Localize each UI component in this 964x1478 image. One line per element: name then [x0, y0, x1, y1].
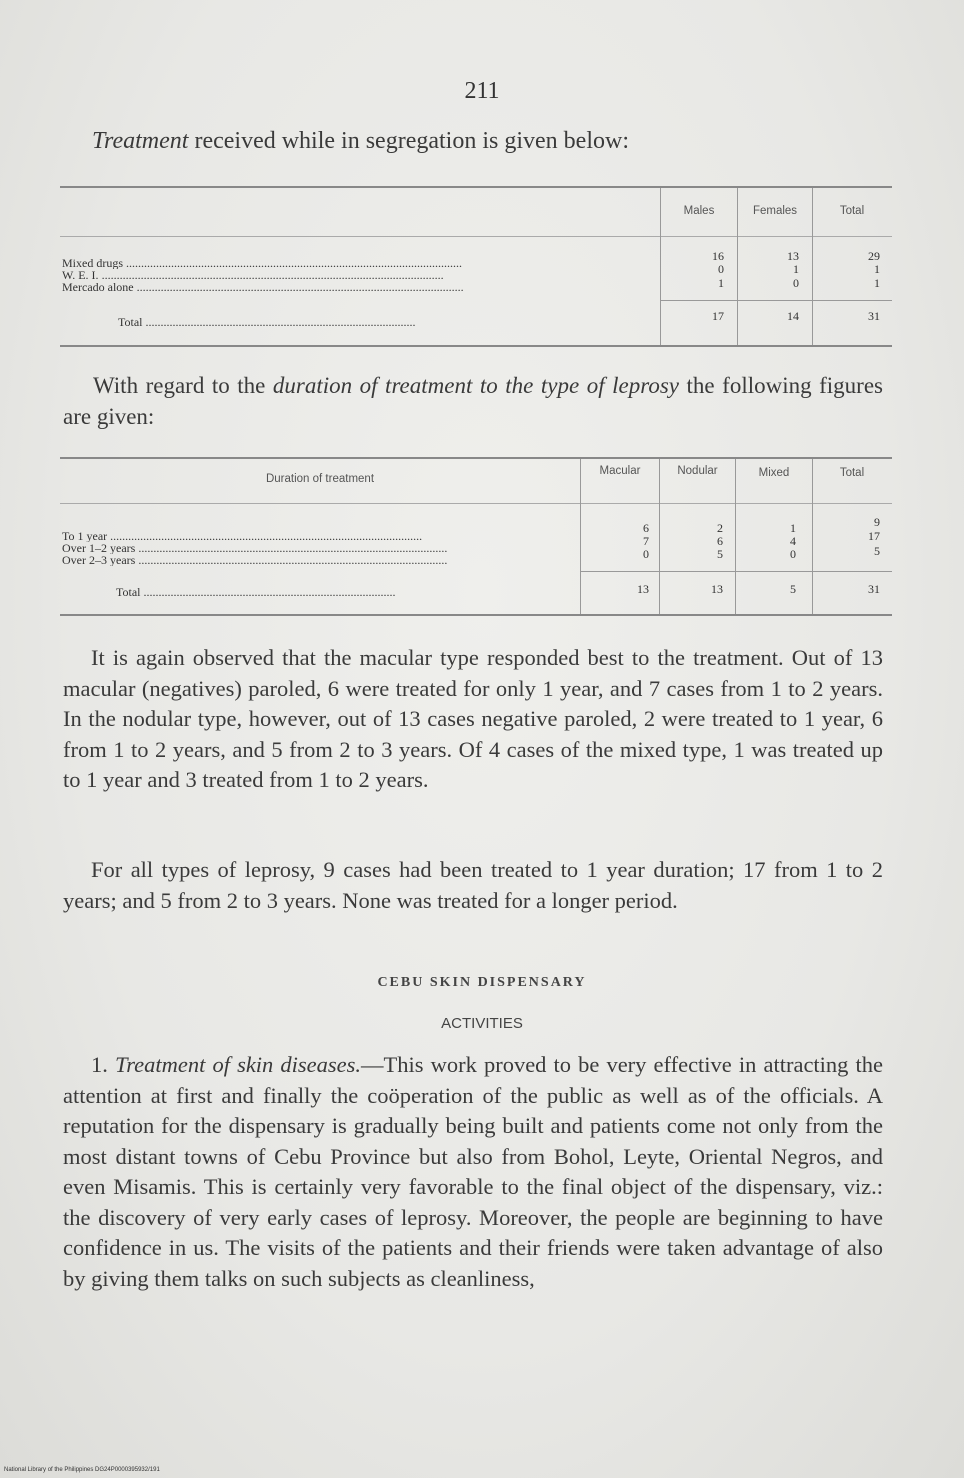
macular-paragraph: It is again observed that the macular type responded best to the treatment. Out of 13 macular (negatives) paroled, 6 were treated for only 1 year, and 7 cases from 1 to 2 years. In the nodular type, however, out of 13 cases negative paroled, 2 were treated to 1 year, 6 from 1 to 2 years, and 5 from 2 to 3 years. Of 4 cases of the mixed type, 1 was treated up to 1 year and 3 treated from 1 to 2 years.: [63, 645, 883, 792]
table1-top-rule: [60, 186, 892, 188]
table1-row-label: Mixed drugs ................................................................................................................: [62, 257, 462, 269]
table-cell: 17: [712, 309, 724, 323]
table-cell: 31: [868, 582, 880, 596]
subsection-title: ACTIVITIES: [441, 1015, 523, 1032]
intro-italic: Treatment: [92, 128, 189, 154]
table1-total-rule: [660, 300, 892, 301]
table-cell: 1: [874, 262, 880, 276]
table-cell: 17: [868, 529, 880, 543]
table2-divider: [812, 459, 813, 614]
table1-bottom-rule: [60, 345, 892, 347]
table1-divider: [660, 188, 661, 345]
table2-header-total: Total: [839, 467, 865, 479]
table-cell: 6: [717, 534, 723, 548]
table2-header-rule: [60, 503, 892, 504]
table2-divider: [580, 459, 581, 614]
table2-header-nodular: Nodular: [677, 465, 718, 477]
table2-row-label: Over 2–3 years .......................................................................................................: [62, 554, 448, 566]
skin-treatment-paragraph: 1. Treatment of skin diseases.—This work proved to be very effective in attracting the attention at first and finally the coöperation of the public as well as of the officials. A reputation for the dispensary is gradually being built and patients come not only from the most distant towns of Cebu Province but also from Bohol, Leyte, Oriental Negros, and even Misamis. This is certainly very favorable to the final object of the dispensary, viz.: the discovery of very early cases of leprosy. Moreover, the people are beginning to have confidence in us. The visits of the patients and their friends were taken advantage of also by giving them talks on such subjects as cleanliness,: [63, 1052, 884, 1291]
table-cell: 5: [874, 544, 880, 558]
table-cell: 0: [718, 262, 724, 276]
duration-intro-paragraph: With regard to the duration of treatment to the type of leprosy the following figures are given:: [63, 373, 883, 429]
table2-divider: [735, 459, 736, 614]
table-cell: 14: [787, 309, 799, 323]
table2-row-label: To 1 year ........................................................................................................: [62, 530, 423, 542]
table2-row-label: Over 1–2 years .......................................................................................................: [62, 542, 448, 554]
table-cell: 4: [790, 534, 796, 548]
table-cell: 5: [717, 547, 723, 561]
table-cell: 2: [717, 521, 723, 535]
page-number: 211: [464, 78, 500, 104]
table1-row-label: Mercado alone .............................................................................................................: [62, 281, 464, 293]
table-cell: 29: [868, 249, 880, 263]
table-cell: 13: [637, 582, 649, 596]
table1-total-label: Total ..........................................................................................: [118, 316, 416, 328]
intro-rest: received while in segregation is given below:: [188, 128, 629, 154]
table-cell: 7: [643, 534, 649, 548]
footer-credit: National Library of the Philippines DG24P0000395932/191: [4, 1467, 160, 1473]
table-cell: 16: [712, 249, 724, 263]
table2-header-mixed: Mixed: [758, 467, 790, 479]
table2-divider: [659, 459, 660, 614]
table-cell: 6: [643, 521, 649, 535]
table1-header-males: Males: [683, 205, 715, 217]
table-cell: 31: [868, 309, 880, 323]
table1-header-females: Females: [752, 205, 798, 217]
table2-bottom-rule: [60, 614, 892, 616]
table-cell: 1: [793, 262, 799, 276]
all-types-paragraph: For all types of leprosy, 9 cases had been treated to 1 year duration; 17 from 1 to 2 years; and 5 from 2 to 3 years. None was treated for a longer period.: [63, 857, 883, 913]
table2-header-duration: Duration of treatment: [265, 473, 375, 485]
table1-row-label: W. E. I. ..................................................................................................................: [62, 269, 444, 281]
table1-header-total: Total: [839, 205, 865, 217]
table-cell: 9: [874, 515, 880, 529]
section-title: CEBU SKIN DISPENSARY: [377, 975, 587, 990]
table2-total-label: Total ....................................................................................: [116, 586, 396, 598]
table-cell: 0: [793, 276, 799, 290]
table-cell: 1: [718, 276, 724, 290]
table-cell: 1: [874, 276, 880, 290]
table2-total-rule: [580, 571, 892, 572]
intro-sentence: [92, 128, 892, 155]
table-cell: 5: [790, 582, 796, 596]
table-cell: 13: [711, 582, 723, 596]
table2-header-macular: Macular: [599, 465, 641, 477]
table-cell: 1: [790, 521, 796, 535]
table-cell: 13: [787, 249, 799, 263]
table2-top-rule: [60, 457, 892, 459]
table-cell: 0: [643, 547, 649, 561]
table-cell: 0: [790, 547, 796, 561]
table1-header-rule: [60, 236, 892, 237]
